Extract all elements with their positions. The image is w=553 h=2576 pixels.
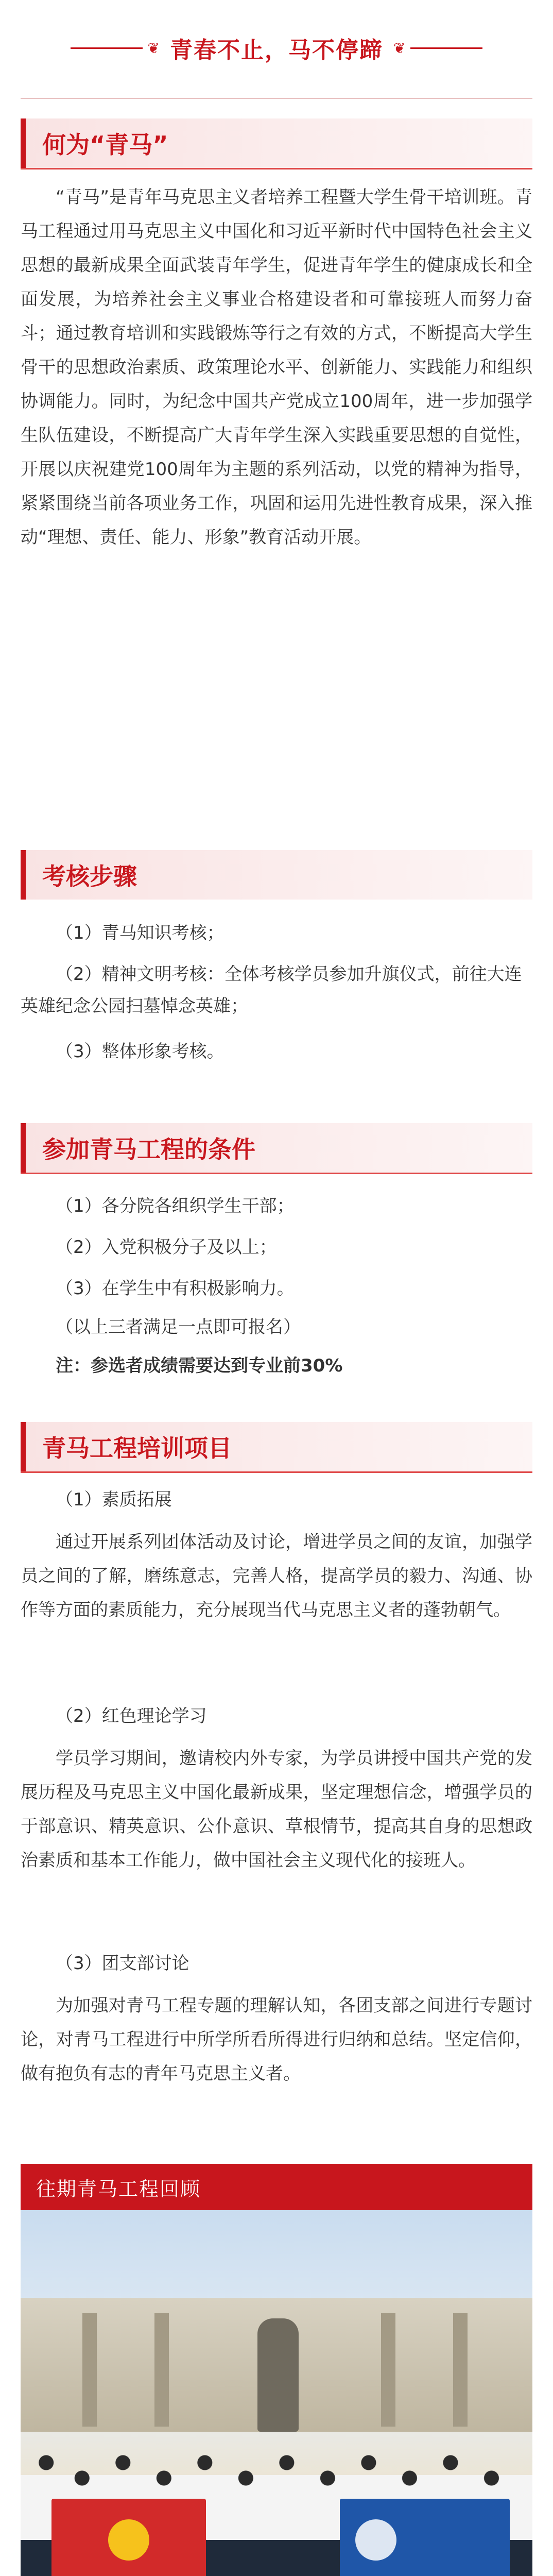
condition-item: （以上三者满足一点即可报名） (56, 1317, 301, 1337)
laurel-left-icon: ❦ (147, 39, 160, 57)
condition-note: 注：参选者成绩需要达到专业前30% (56, 1355, 343, 1376)
photo-pillar (381, 2313, 395, 2427)
step-item: （1）青马知识考核； (56, 923, 224, 943)
intro-paragraph: “青马”是青年马克思主义者培养工程暨大学生骨干培训班。青马工程通过用马克思主义中国化和习近平新时代中国特色社会主义思想的最新成果全面武装青年学生，促进青年学生的健康成长和全面发展，为培养社会主义事业合格建设者和可靠接班人而努力奋斗；通过教育培训和实践锻炼等行之有效的方式，不断提高大学生骨干的思想政治素质、政策理论水平、创新能力、实践能力和组织协调能力。同时，为纪念中国共产党成立100周年，进一步加强学生队伍建设，不断提高广大青年学生深入实践重要思想的自觉性，开展以庆祝建党100周年为主题的系列活动，以党的精神为指导，紧紧围绕当前各项业务工作，巩固和运用先进性教育成果，深入推动“理想、责任、能力、形象”教育活动开展。 (21, 187, 532, 548)
banner-line-right (410, 47, 482, 49)
section-heading-steps (21, 850, 532, 900)
section-heading-text: 参加青马工程的条件 (42, 1136, 255, 1163)
gallery-heading-text: 往期青马工程回顾 (36, 2177, 201, 2200)
photo-pillar (82, 2313, 97, 2427)
section-heading-text: 考核步骤 (42, 862, 137, 890)
laurel-right-icon: ❦ (393, 39, 406, 57)
divider (21, 1471, 532, 1473)
top-banner (0, 9, 553, 87)
section-heading-training (21, 1422, 532, 1471)
red-flag (51, 2499, 206, 2576)
condition-item: （3）在学生中有积极影响力。 (56, 1278, 295, 1299)
photo-statue (257, 2318, 299, 2432)
emblem-icon (108, 2519, 149, 2561)
step-item: （2）精神文明考核：全体考核学员参加升旗仪式，前往大连英雄纪念公园扫墓悼念英雄； (21, 964, 522, 1016)
condition-item: （2）入党积极分子及以上； (56, 1237, 277, 1258)
training-item-title: （2）红色理论学习 (56, 1706, 207, 1726)
divider (21, 1173, 532, 1174)
section-heading-conditions (21, 1123, 532, 1173)
condition-item: （1）各分院各组织学生干部； (56, 1196, 295, 1216)
training-item-title: （1）素质拓展 (56, 1489, 172, 1510)
blue-flag (340, 2499, 510, 2576)
step-item: （3）整体形象考核。 (56, 1041, 224, 1062)
gallery-heading (21, 2164, 532, 2210)
training-item-body: 为加强对青马工程专题的理解认知，各团支部之间进行专题讨论，对青马工程进行中所学所看所得进行归纳和总结。坚定信仰，做有抱负有志的青年马克思主义者。 (21, 1995, 532, 2084)
banner-title: 青春不止，马不停蹄 (170, 37, 383, 63)
section-heading-text: 青马工程培训项目 (42, 1434, 232, 1462)
photo-pillar (453, 2313, 468, 2427)
training-item-title: （3）团支部讨论 (56, 1953, 189, 1974)
section-heading-what (21, 118, 532, 168)
group-photo (21, 2210, 532, 2576)
section-heading-text: 何为“青马” (42, 131, 168, 159)
divider (21, 98, 532, 99)
photo-pillar (154, 2313, 169, 2427)
school-emblem-icon (355, 2519, 396, 2561)
banner-line-left (71, 47, 143, 49)
training-item-body: 学员学习期间，邀请校内外专家，为学员讲授中国共产党的发展历程及马克思主义中国化最新成果，坚定理想信念，增强学员的于部意识、精英意识、公仆意识、草根情节，提高其自身的思想政治素质和基本工作能力，做中国社会主义现代化的接班人。 (21, 1748, 532, 1871)
training-item-body: 通过开展系列团体活动及讨论，增进学员之间的友谊，加强学员之间的了解，磨练意志，完善人格，提高学员的毅力、沟通、协作等方面的素质能力，充分展现当代马克思主义者的蓬勃朝气。 (21, 1532, 532, 1620)
divider (21, 168, 532, 170)
